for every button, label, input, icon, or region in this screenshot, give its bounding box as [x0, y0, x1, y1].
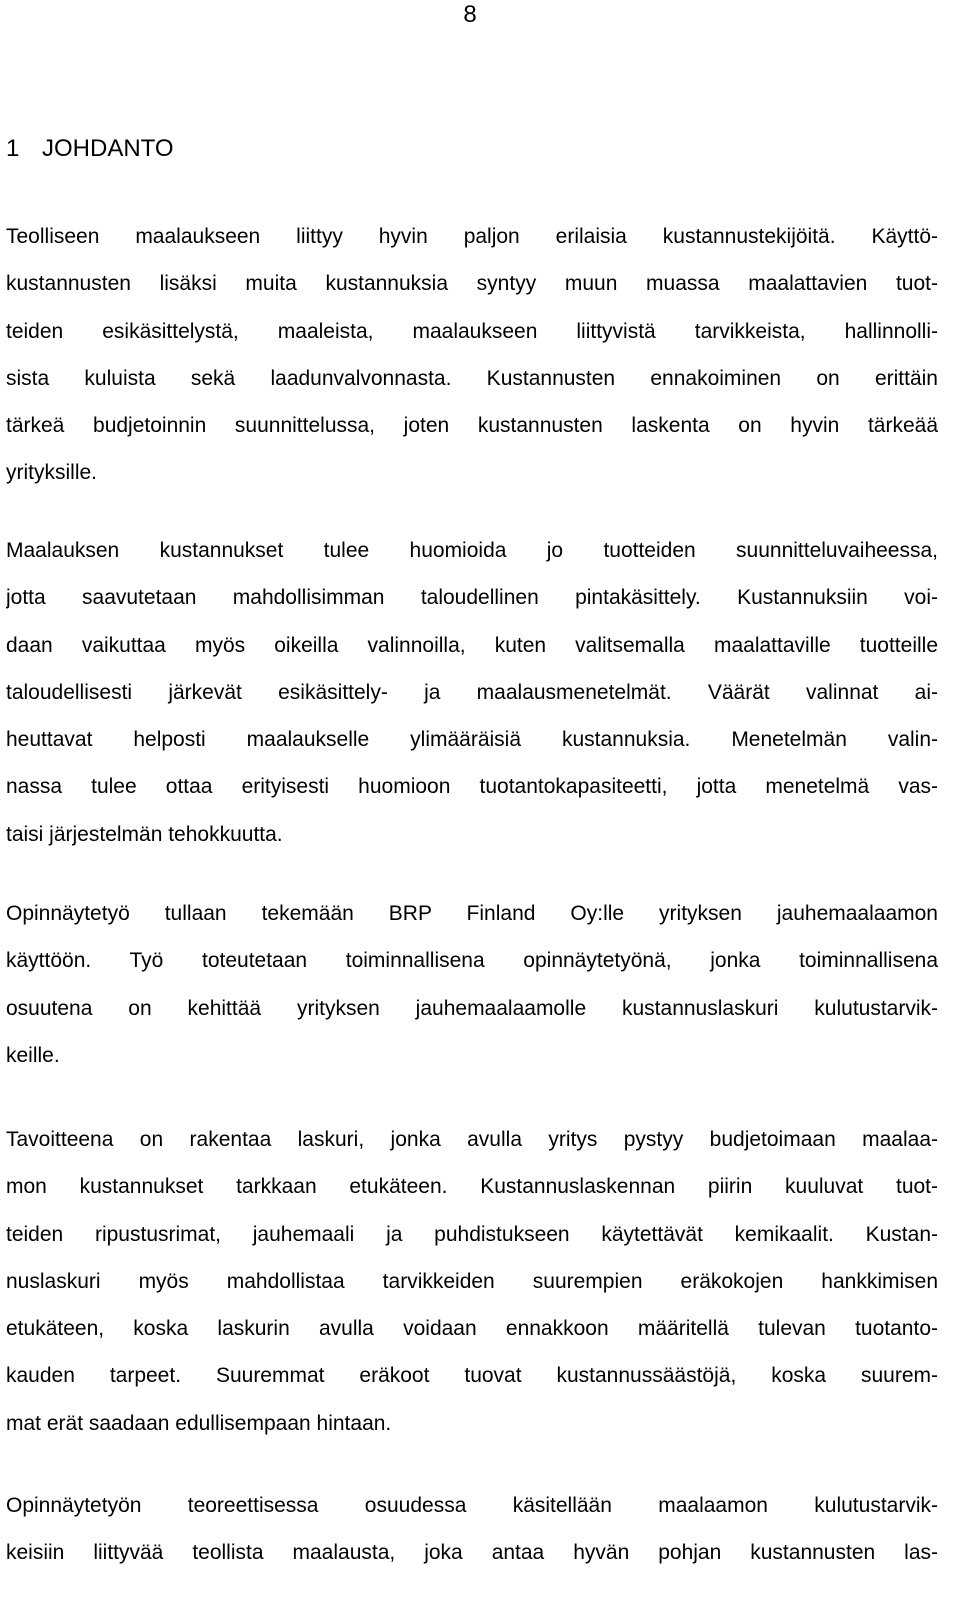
text-line: nassa tulee ottaa erityisesti huomioon tuotantokapasiteetti, jotta menetelmä vas-	[6, 775, 938, 799]
text-line: osuutena on kehittää yrityksen jauhemaalaamolle kustannuslaskuri kulutustarvik-	[6, 996, 938, 1020]
paragraph-1	[6, 213, 938, 497]
text-line: etukäteen, koska laskurin avulla voidaan ennakkoon määritellä tulevan tuotanto-	[6, 1317, 938, 1341]
text-line: keisiin liittyvää teollista maalausta, joka antaa hyvän pohjan kustannusten las-	[6, 1541, 938, 1565]
text-line: taloudellisesti järkevät esikäsittely- ja maalausmenetelmät. Väärät valinnat ai-	[6, 680, 938, 704]
text-line: mon kustannukset tarkkaan etukäteen. Kustannuslaskennan piirin kuuluvat tuot-	[6, 1175, 938, 1199]
text-line: jotta saavutetaan mahdollisimman taloudellinen pintakäsittely. Kustannuksiin voi-	[6, 586, 938, 610]
section-heading	[6, 131, 174, 167]
text-line: Opinnäytetyö tullaan tekemään BRP Finland Oy:lle yrityksen jauhemaalaamon	[6, 902, 938, 925]
text-line: Tavoitteena on rakentaa laskuri, jonka avulla yritys pystyy budjetoimaan maalaa-	[6, 1128, 938, 1151]
text-line: käyttöön. Työ toteutetaan toiminnallisena opinnäytetyönä, jonka toiminnallisena	[6, 949, 938, 973]
section-title: JOHDANTO	[42, 135, 174, 162]
text-line: taisi järjestelmän tehokkuutta.	[6, 822, 283, 846]
text-line: heuttavat helposti maalaukselle ylimääräisiä kustannuksia. Menetelmän valin-	[6, 728, 938, 752]
text-line: keille.	[6, 1043, 60, 1067]
text-line: sista kuluista sekä laadunvalvonnasta. Kustannusten ennakoiminen on erittäin	[6, 366, 938, 390]
page-number: 8	[463, 1, 477, 28]
text-line: nuslaskuri myös mahdollistaa tarvikkeiden suurempien eräkokojen hankkimisen	[6, 1269, 938, 1293]
text-line: Opinnäytetyön teoreettisessa osuudessa käsitellään maalaamon kulutustarvik-	[6, 1494, 938, 1517]
paragraph-5	[6, 1482, 938, 1577]
text-line: teiden esikäsittelystä, maaleista, maalaukseen liittyvistä tarvikkeista, hallinnolli-	[6, 319, 938, 343]
text-line: mat erät saadaan edullisempaan hintaan.	[6, 1411, 392, 1435]
text-line: kustannusten lisäksi muita kustannuksia syntyy muun muassa maalattavien tuot-	[6, 272, 938, 296]
paragraph-3	[6, 890, 938, 1079]
paragraph-4	[6, 1116, 938, 1447]
text-line: kauden tarpeet. Suuremmat eräkoot tuovat kustannussäästöjä, koska suurem-	[6, 1364, 938, 1388]
text-line: Teolliseen maalaukseen liittyy hyvin paljon erilaisia kustannustekijöitä. Käyttö-	[6, 225, 938, 248]
text-line: tärkeä budjetoinnin suunnittelussa, joten kustannusten laskenta on hyvin tärkeää	[6, 414, 938, 438]
text-line: Maalauksen kustannukset tulee huomioida jo tuotteiden suunnitteluvaiheessa,	[6, 539, 938, 562]
paragraph-2	[6, 527, 938, 858]
text-line: daan vaikuttaa myös oikeilla valinnoilla, kuten valitsemalla maalattaville tuotteille	[6, 633, 938, 657]
text-line: yrityksille.	[6, 461, 98, 485]
text-line: teiden ripustusrimat, jauhemaali ja puhdistukseen käytettävät kemikaalit. Kustan-	[6, 1222, 938, 1246]
section-number: 1	[6, 135, 20, 162]
